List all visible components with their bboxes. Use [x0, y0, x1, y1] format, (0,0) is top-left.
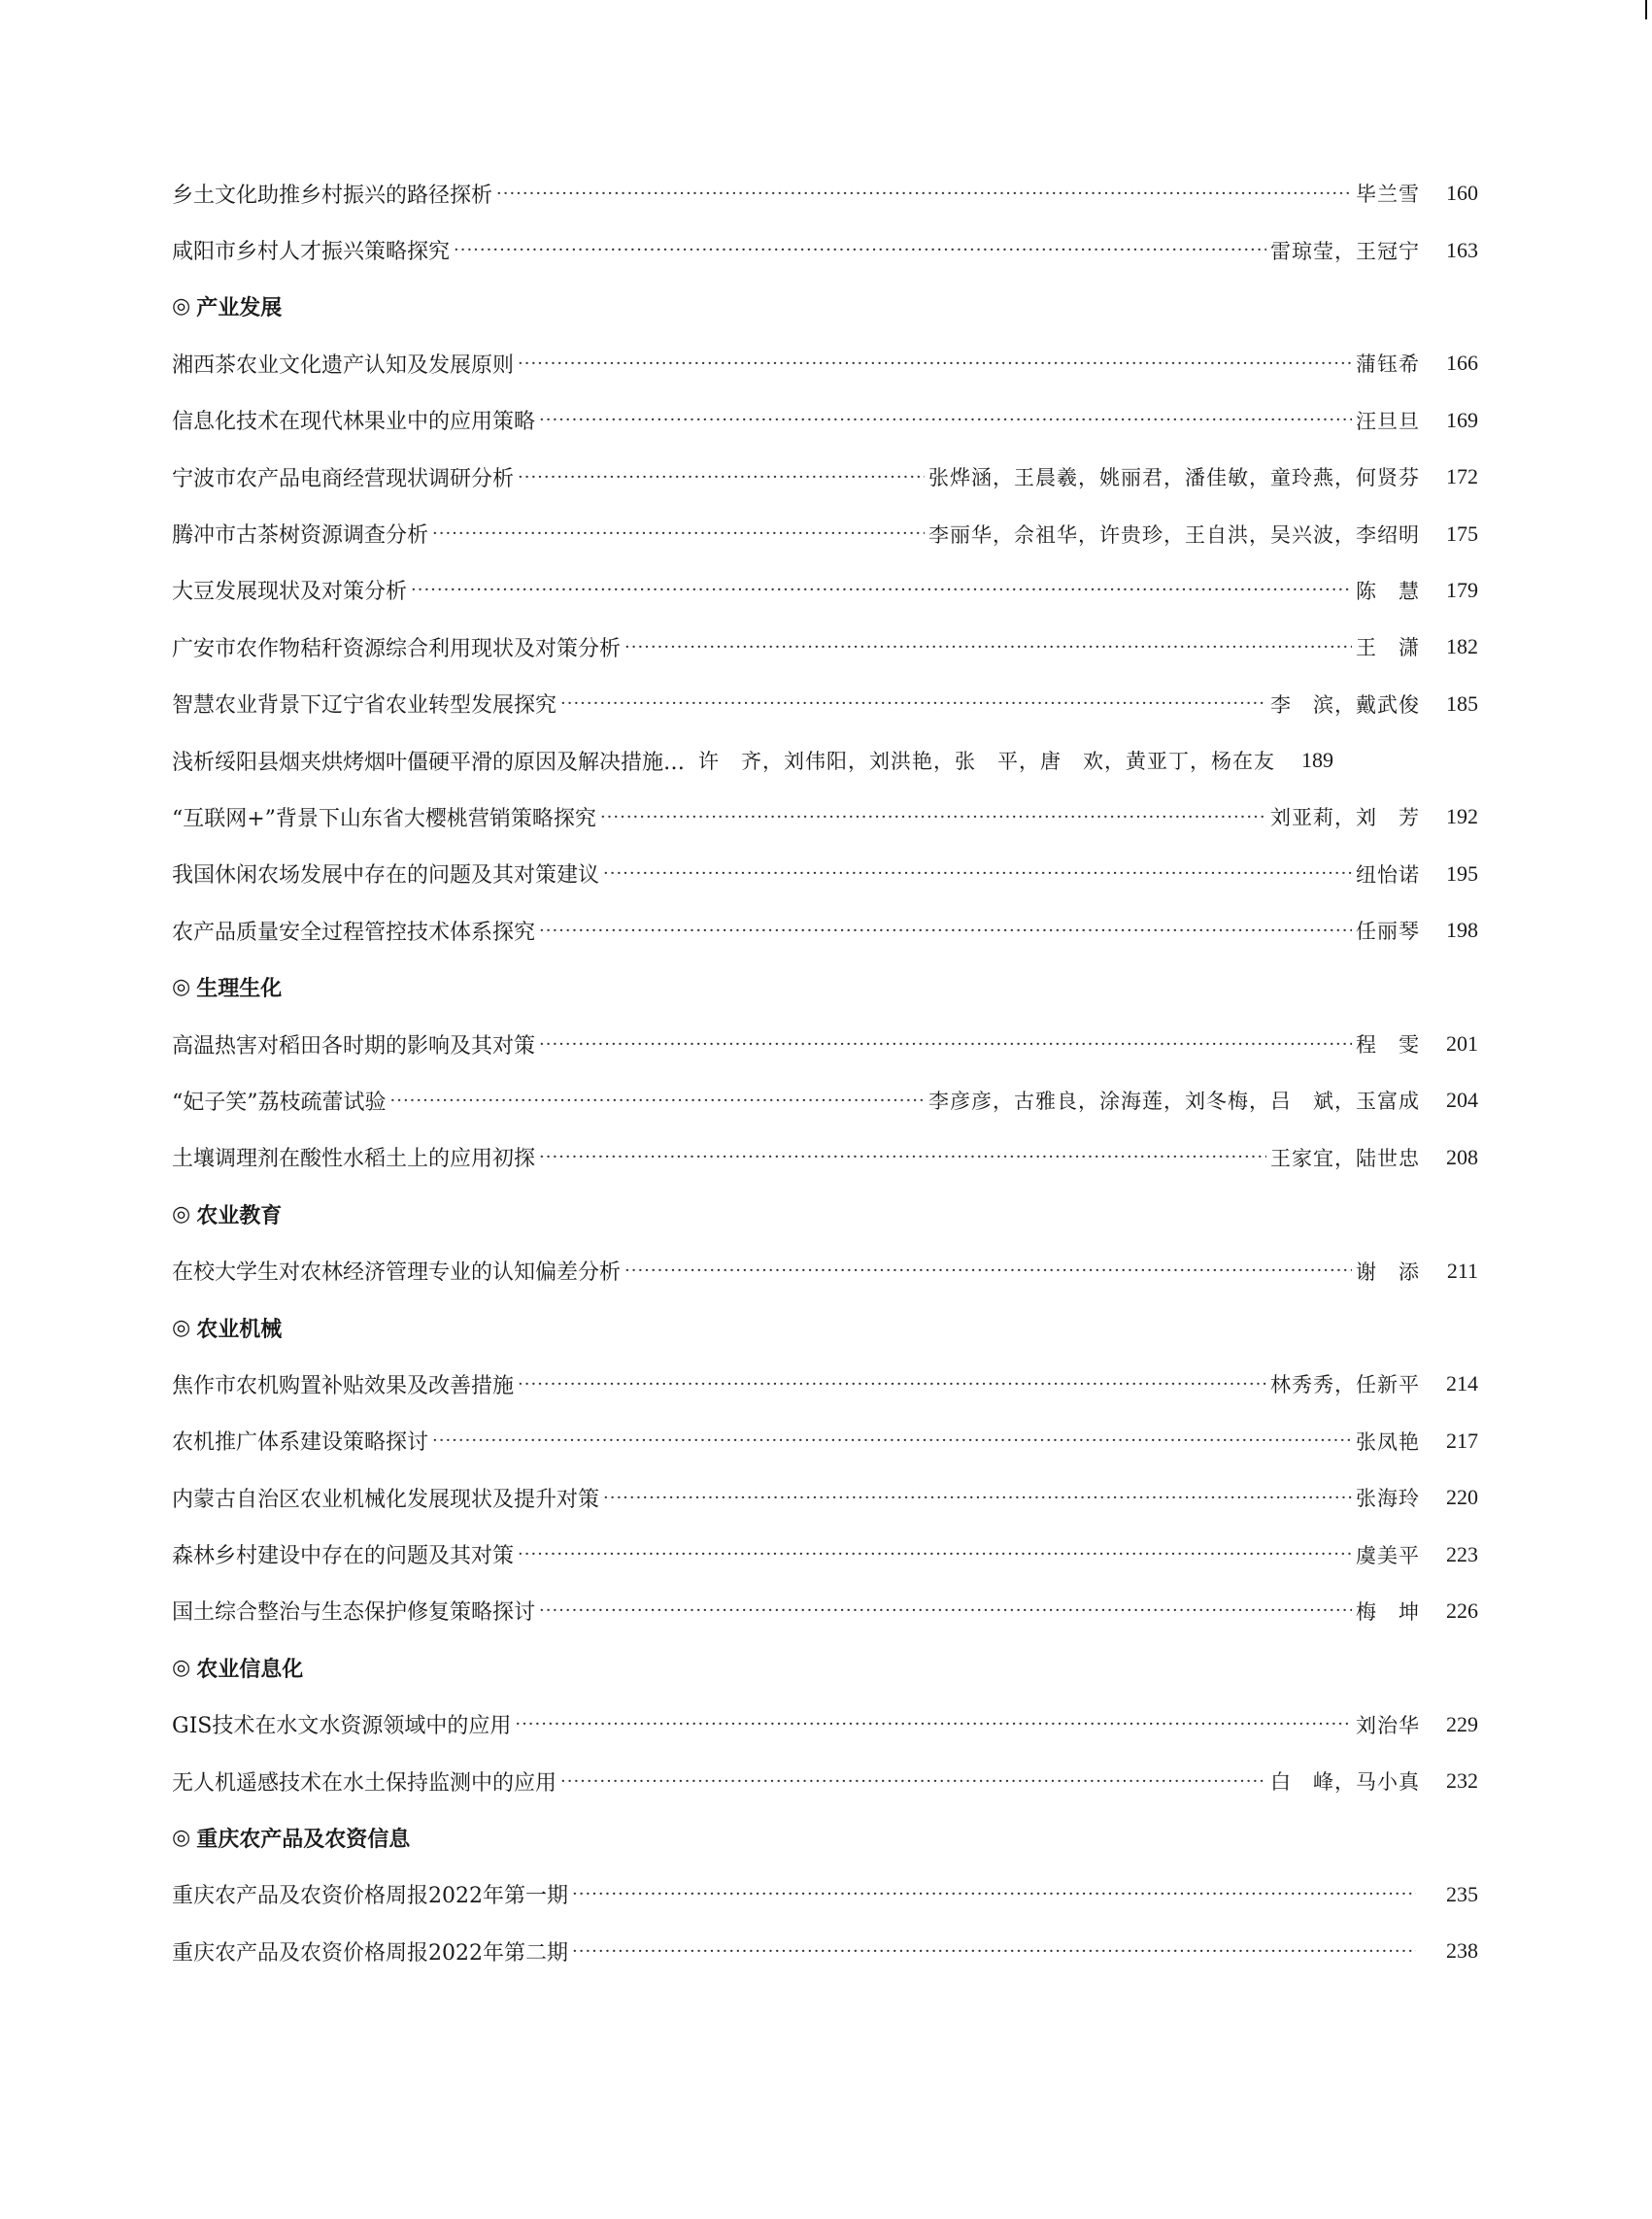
- entry-authors: 毕兰雪: [1356, 183, 1420, 207]
- dot-leader: [603, 1488, 1352, 1508]
- section-heading: [172, 1299, 1478, 1356]
- entry-authors: 陈 慧: [1356, 579, 1420, 603]
- section-title: 生理生化: [196, 976, 283, 1002]
- section-heading: [172, 1639, 1478, 1696]
- entry-page-number: 185: [1446, 690, 1478, 716]
- toc-entry[interactable]: [172, 846, 1478, 902]
- toc-entry[interactable]: [172, 1469, 1478, 1526]
- dot-leader: [390, 1091, 926, 1111]
- entry-authors: 雷琼莹，王冠宁: [1270, 239, 1420, 263]
- entry-authors: 虞美平: [1356, 1543, 1420, 1567]
- dot-leader: [539, 1034, 1352, 1055]
- entry-title: 森林乡村建设中存在的问题及其对策: [172, 1544, 515, 1569]
- section-heading: [172, 1809, 1478, 1866]
- toc-entry[interactable]: [172, 1526, 1478, 1582]
- entry-title: 我国休闲农场发展中存在的问题及其对策建议: [172, 863, 600, 889]
- entry-title: 在校大学生对农林经济管理专业的认知偏差分析: [172, 1261, 622, 1286]
- entry-title: GIS技术在水文水资源领域中的应用: [172, 1714, 512, 1739]
- toc-entry[interactable]: [172, 1753, 1478, 1809]
- entry-title: 信息化技术在现代林果业中的应用策略: [172, 410, 536, 435]
- entry-page-number: 201: [1446, 1031, 1478, 1057]
- entry-page-number: 208: [1446, 1144, 1478, 1169]
- toc-entry[interactable]: [172, 221, 1478, 278]
- entry-title: 国土综合整治与生态保护修复策略探讨: [172, 1600, 536, 1626]
- toc-entry[interactable]: [172, 505, 1478, 561]
- dot-leader: [560, 693, 1266, 714]
- entry-authors: 张烨涵，王晨羲，姚丽君，潘佳敏，童玲燕，何贤芬: [928, 466, 1420, 490]
- entry-title: 无人机遥感技术在水土保持监测中的应用: [172, 1770, 557, 1796]
- entry-authors: 张海玲: [1356, 1487, 1420, 1511]
- entry-page-number: 195: [1446, 860, 1478, 886]
- toc-entry[interactable]: [172, 165, 1478, 221]
- entry-page-number: 192: [1446, 804, 1478, 829]
- entry-page-number: 226: [1446, 1597, 1478, 1623]
- entry-title: 咸阳市乡村人才振兴策略探究: [172, 240, 451, 265]
- entry-page-number: 220: [1446, 1485, 1478, 1510]
- entry-authors: 李彦彦，古雅良，涂海莲，刘冬梅，吕 斌，玉富成: [928, 1090, 1420, 1114]
- entry-authors: 许 齐，刘伟阳，刘洪艳，张 平，唐 欢，黄亚丁，杨在友: [698, 750, 1276, 774]
- entry-page-number: 238: [1446, 1938, 1478, 1964]
- dot-leader: [496, 184, 1352, 204]
- dot-leader: [432, 1430, 1352, 1451]
- dot-leader: [539, 921, 1352, 941]
- entry-title: 内蒙古自治区农业机械化发展现状及提升对策: [172, 1487, 600, 1512]
- entry-title: 浅析绥阳县烟夹烘烤烟叶僵硬平滑的原因及解决措施…: [172, 750, 686, 775]
- dot-leader: [411, 580, 1352, 600]
- dot-leader: [624, 1261, 1352, 1281]
- dot-leader: [539, 1600, 1352, 1621]
- entry-title: 土壤调理剂在酸性水稻土上的应用初探: [172, 1147, 536, 1172]
- entry-authors: 任丽琴: [1356, 920, 1420, 944]
- entry-page-number: 211: [1446, 1258, 1478, 1283]
- entry-title: 乡土文化助推乡村振兴的路径探析: [172, 183, 493, 208]
- section-bullet-icon: ◎: [172, 975, 191, 1000]
- entry-title: 湘西茶农业文化遗产认知及发展原则: [172, 353, 515, 378]
- entry-page-number: 198: [1446, 918, 1478, 943]
- dot-leader: [515, 1714, 1352, 1734]
- toc-entry[interactable]: [172, 562, 1478, 619]
- entry-authors: 刘治华: [1356, 1713, 1420, 1737]
- entry-page-number: 179: [1446, 577, 1478, 602]
- section-title: 重庆农产品及农资信息: [196, 1827, 411, 1853]
- toc-entry[interactable]: [172, 1697, 1478, 1753]
- entry-title: 智慧农业背景下辽宁省农业转型发展探究: [172, 693, 557, 719]
- entry-page-number: 235: [1446, 1881, 1478, 1906]
- entry-page-number: 229: [1446, 1711, 1478, 1736]
- entry-authors: 蒲钰希: [1356, 353, 1420, 377]
- toc-entry[interactable]: [172, 1866, 1478, 1923]
- entry-authors: 王 潇: [1356, 636, 1420, 660]
- section-bullet-icon: ◎: [172, 1655, 191, 1680]
- dot-leader: [518, 467, 925, 488]
- dot-leader: [624, 637, 1352, 657]
- dot-leader: [432, 523, 925, 544]
- entry-title: 腾冲市古茶树资源调查分析: [172, 523, 429, 549]
- toc-entry[interactable]: [172, 1016, 1478, 1072]
- entry-authors: 王家宜，陆世忠: [1270, 1146, 1420, 1170]
- entry-title: 焦作市农机购置补贴效果及改善措施: [172, 1373, 515, 1398]
- toc-entry[interactable]: [172, 619, 1478, 675]
- toc-entry[interactable]: [172, 1242, 1478, 1298]
- entry-page-number: 232: [1446, 1768, 1478, 1794]
- entry-page-number: 172: [1446, 464, 1478, 489]
- entry-title: “互联网+”背景下山东省大樱桃营销策略探究: [172, 806, 596, 831]
- dot-leader: [539, 1147, 1266, 1167]
- section-bullet-icon: ◎: [172, 294, 191, 319]
- margin-mark: [1645, 0, 1647, 19]
- section-heading: [172, 1186, 1478, 1242]
- entry-title: 重庆农产品及农资价格周报2022年第二期: [172, 1940, 568, 1966]
- section-title: 农业教育: [196, 1202, 283, 1228]
- toc-entry[interactable]: [172, 1583, 1478, 1639]
- section-bullet-icon: ◎: [172, 1826, 191, 1851]
- entry-page-number: 163: [1446, 237, 1478, 262]
- entry-title: 重庆农产品及农资价格周报2022年第一期: [172, 1884, 568, 1909]
- entry-page-number: 217: [1446, 1428, 1478, 1453]
- entry-authors: 李丽华，佘祖华，许贵珍，王自洪，吴兴波，李绍明: [928, 522, 1420, 547]
- entry-page-number: 175: [1446, 521, 1478, 546]
- entry-page-number: 169: [1446, 407, 1478, 432]
- section-heading: [172, 958, 1478, 1015]
- section-title: 农业机械: [196, 1316, 283, 1342]
- entry-authors: 刘亚莉，刘 芳: [1270, 806, 1420, 830]
- section-bullet-icon: ◎: [172, 1201, 191, 1227]
- entry-authors: 林秀秀，任新平: [1270, 1373, 1420, 1397]
- entry-authors: 梅 坤: [1356, 1599, 1420, 1624]
- toc-entry[interactable]: [172, 392, 1478, 449]
- toc-entry[interactable]: [172, 1923, 1478, 1979]
- entry-page-number: 204: [1446, 1088, 1478, 1113]
- toc-entry[interactable]: [172, 335, 1478, 391]
- toc-entry[interactable]: [172, 1129, 1478, 1186]
- dot-leader: [600, 807, 1266, 827]
- entry-title: 高温热害对稻田各时期的影响及其对策: [172, 1033, 536, 1059]
- dot-leader: [603, 863, 1352, 884]
- entry-title: 大豆发展现状及对策分析: [172, 580, 408, 605]
- entry-authors: 汪旦旦: [1356, 409, 1420, 433]
- dot-leader: [572, 1884, 1416, 1904]
- toc-entry[interactable]: [172, 1356, 1478, 1412]
- dot-leader: [518, 1374, 1266, 1395]
- dot-leader: [560, 1771, 1266, 1792]
- entry-authors: 李 滨，戴武俊: [1270, 692, 1420, 717]
- entry-authors: 张凤艳: [1356, 1429, 1420, 1454]
- entry-title: “妃子笑”荔枝疏蕾试验: [172, 1090, 387, 1115]
- section-heading: [172, 279, 1478, 335]
- dot-leader: [518, 353, 1352, 374]
- entry-page-number: 223: [1446, 1541, 1478, 1566]
- entry-authors: 白 峰，马小真: [1270, 1770, 1420, 1795]
- section-bullet-icon: ◎: [172, 1315, 191, 1340]
- toc-entry[interactable]: [172, 902, 1478, 958]
- toc-entry[interactable]: [172, 1413, 1478, 1469]
- entry-page-number: 160: [1446, 181, 1478, 206]
- entry-page-number: 214: [1446, 1371, 1478, 1396]
- toc-entry[interactable]: [172, 732, 1478, 789]
- dot-leader: [454, 240, 1266, 260]
- section-title: 农业信息化: [196, 1656, 304, 1682]
- entry-authors: 纽怡诺: [1356, 862, 1420, 887]
- entry-page-number: 189: [1301, 748, 1334, 773]
- entry-title: 农产品质量安全过程管控技术体系探究: [172, 920, 536, 945]
- entry-title: 广安市农作物秸秆资源综合利用现状及对策分析: [172, 636, 622, 661]
- dot-leader: [572, 1941, 1416, 1962]
- dot-leader: [518, 1544, 1352, 1564]
- entry-authors: 程 雯: [1356, 1033, 1420, 1058]
- section-title: 产业发展: [196, 295, 283, 321]
- entry-title: 农机推广体系建设策略探讨: [172, 1430, 429, 1456]
- toc-entry[interactable]: [172, 789, 1478, 845]
- entry-page-number: 182: [1446, 634, 1478, 659]
- toc-entry[interactable]: [172, 676, 1478, 732]
- toc-entry[interactable]: [172, 449, 1478, 505]
- entry-title: 宁波市农产品电商经营现状调研分析: [172, 466, 515, 491]
- entry-authors: 谢 添: [1356, 1260, 1420, 1284]
- toc-entry[interactable]: [172, 1072, 1478, 1128]
- dot-leader: [539, 410, 1352, 430]
- entry-page-number: 166: [1446, 351, 1478, 376]
- table-of-contents: [172, 165, 1478, 1980]
